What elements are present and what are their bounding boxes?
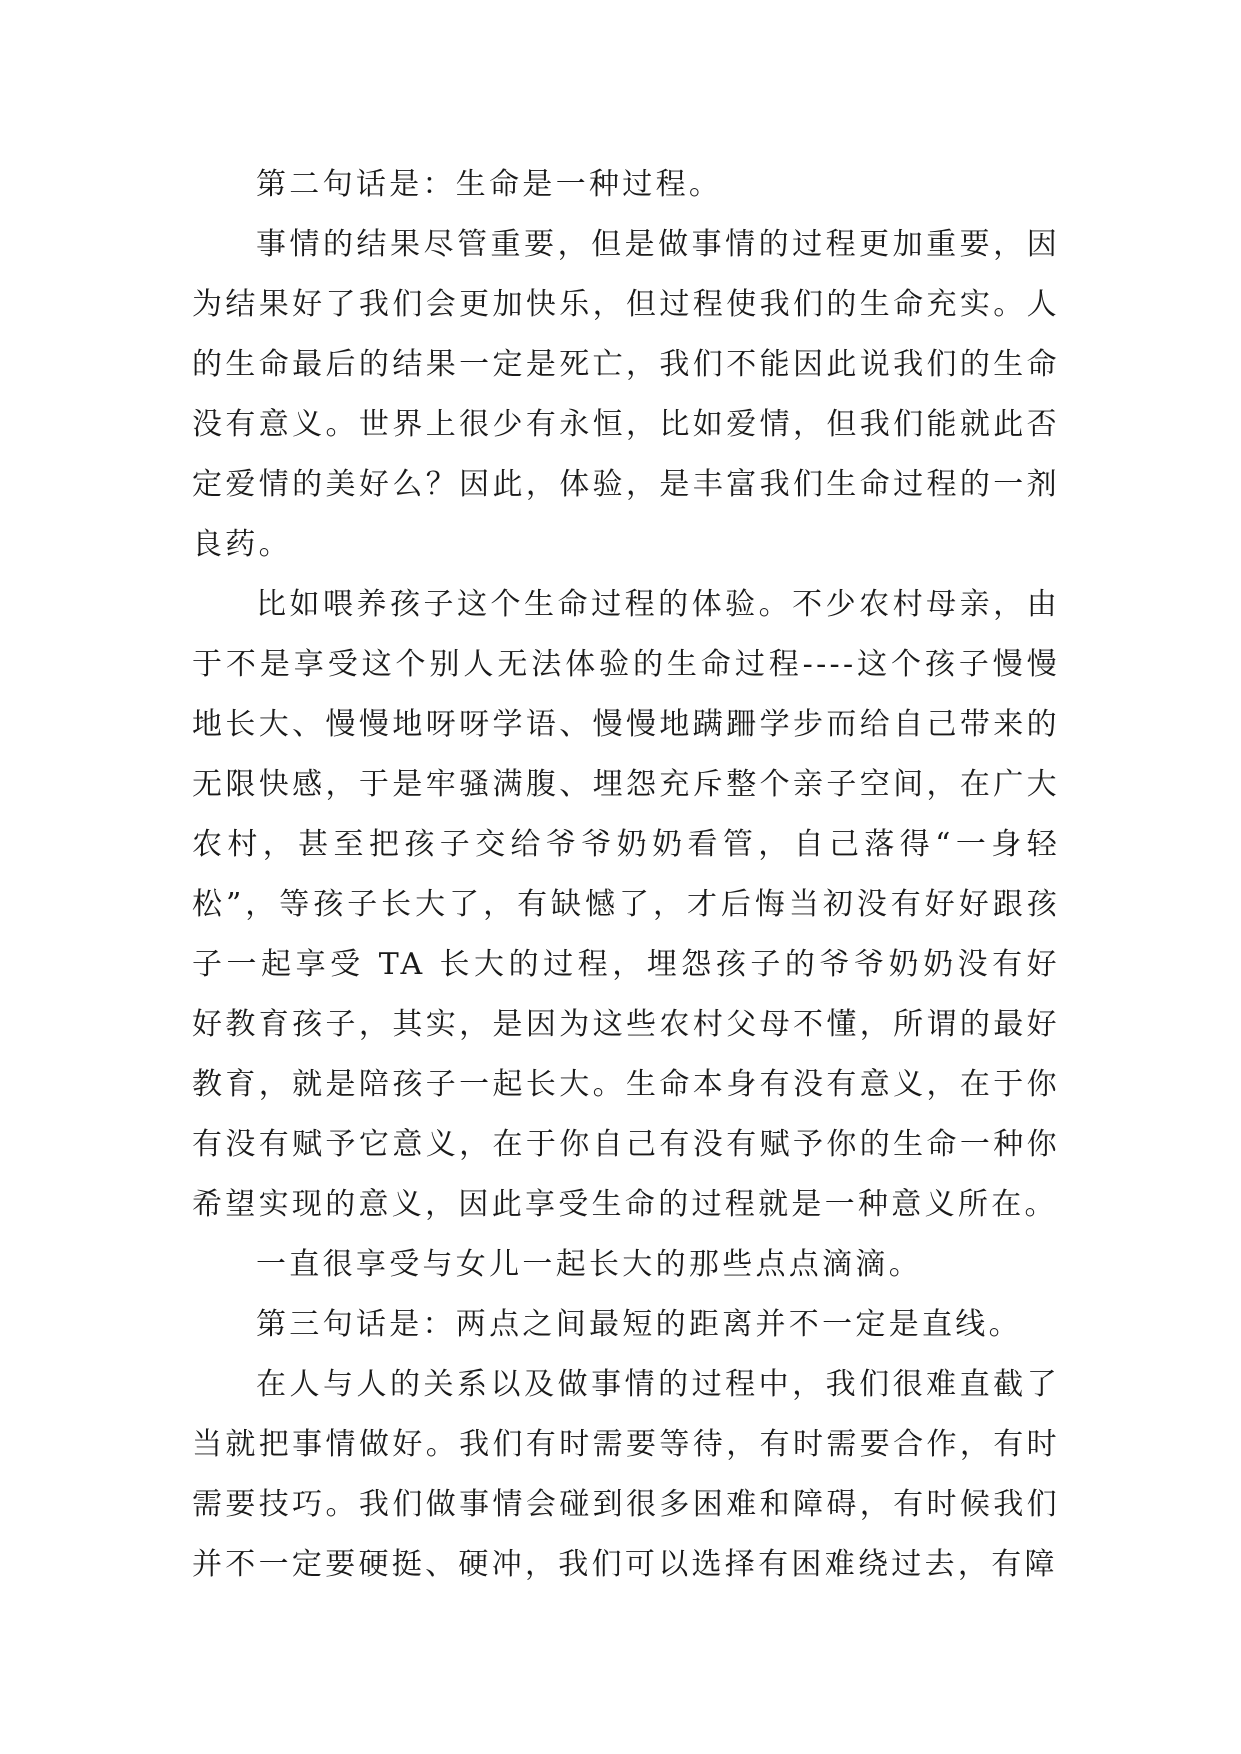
- paragraph-raising-children: 比如喂养孩子这个生命过程的体验。不少农村母亲，由于不是享受这个别人无法体验的生命过程----这个孩子慢慢地长大、慢慢地呀呀学语、慢慢地蹒跚学步而给自己带来的无限快感，于是牢骚满腹、埋怨充斥整个亲子空间，在广大农村，甚至把孩子交给爷爷奶奶看管，自己落得“一身轻松”，等孩子长大了，有缺憾了，才后悔当初没有好好跟孩子一起享受 TA 长大的过程，埋怨孩子的爷爷奶奶没有好好教育孩子，其实，是因为这些农村父母不懂，所谓的最好教育，就是陪孩子一起长大。生命本身有没有意义，在于你有没有赋予它意义，在于你自己有没有赋予你的生命一种你希望实现的意义，因此享受生命的过程就是一种意义所在。: [192, 587, 1060, 1222]
- paragraph-second-saying-heading: 第二句话是：生命是一种过程。: [256, 167, 723, 202]
- paragraph-relationships-and-detours: 在人与人的关系以及做事情的过程中，我们很难直截了当就把事情做好。我们有时需要等待，有时需要合作，有时需要技巧。我们做事情会碰到很多困难和障碍，有时候我们并不一定要硬挺、硬冲，我们可以选择有困难绕过去，有障: [192, 1367, 1060, 1582]
- paragraph-growing-with-daughter: 一直很享受与女儿一起长大的那些点点滴滴。: [256, 1247, 922, 1282]
- paragraph-result-and-process: 事情的结果尽管重要，但是做事情的过程更加重要，因为结果好了我们会更加快乐，但过程使我们的生命充实。人的生命最后的结果一定是死亡，我们不能因此说我们的生命没有意义。世界上很少有永恒，比如爱情，但我们能就此否定爱情的美好么？因此，体验，是丰富我们生命过程的一剂良药。: [192, 227, 1060, 562]
- paragraph-third-saying-heading: 第三句话是：两点之间最短的距离并不一定是直线。: [256, 1307, 1022, 1342]
- document-body: [192, 155, 1060, 1595]
